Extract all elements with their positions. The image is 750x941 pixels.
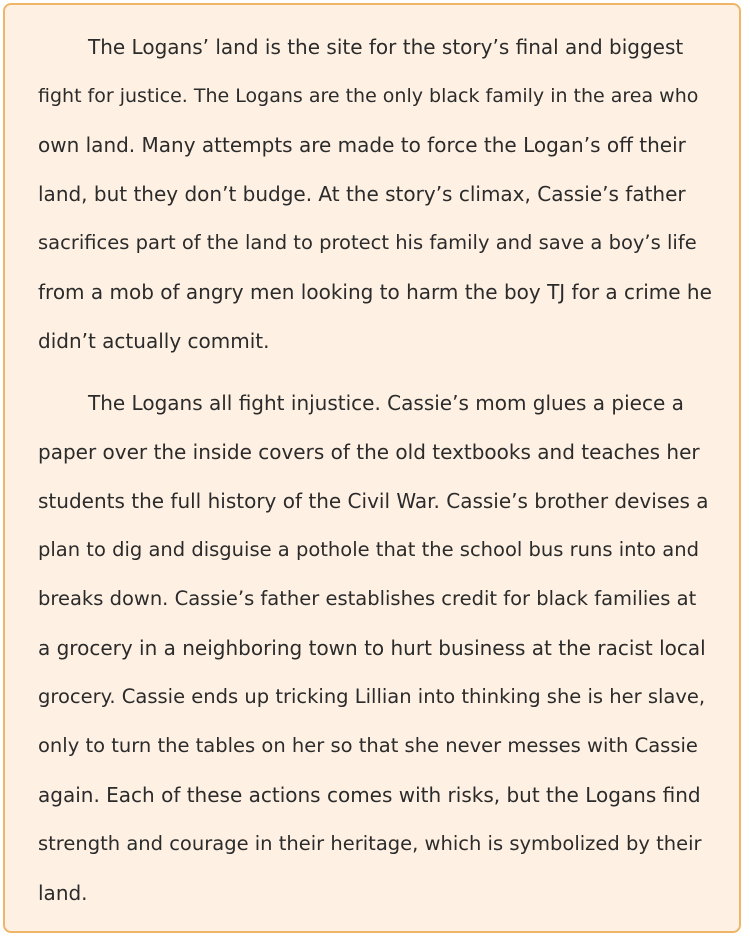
paragraph-2-line-3: students the full history of the Civil War. Cassie’s brother devises a <box>38 489 709 513</box>
paragraph-1-line-5: sacrifices part of the land to protect his family and save a boy’s life <box>38 231 697 254</box>
paragraph-2-line-1: The Logans all fight injustice. Cassie’s mom glues a piece a <box>88 391 684 415</box>
paragraph-1-line-3: own land. Many attempts are made to force the Logan’s off their <box>38 133 686 157</box>
paragraph-2-line-10: strength and courage in their heritage, which is symbolized by their <box>38 832 702 855</box>
paragraph-1-line-6: from a mob of angry men looking to harm the boy TJ for a crime he <box>38 280 712 304</box>
paragraph-2-line-9: again. Each of these actions comes with risks, but the Logans find <box>38 783 701 807</box>
paragraph-2-line-6: a grocery in a neighboring town to hurt business at the racist local <box>38 636 706 660</box>
paragraph-1-line-4: land, but they don’t budge. At the story’s climax, Cassie’s father <box>38 182 686 206</box>
paragraph-2-line-11: land. <box>38 881 88 905</box>
paragraph-1-line-1: The Logans’ land is the site for the story’s final and biggest <box>88 35 684 59</box>
paragraph-2-line-4: plan to dig and disguise a pothole that the school bus runs into and <box>38 538 699 561</box>
paragraph-2-line-2: paper over the inside covers of the old textbooks and teaches her <box>38 440 700 464</box>
paragraph-2-line-5: breaks down. Cassie’s father establishes credit for black families at <box>38 587 697 610</box>
paragraph-1-line-2: fight for justice. The Logans are the only black family in the area who <box>38 85 699 107</box>
paragraph-1-line-7: didn’t actually commit. <box>38 329 270 353</box>
paragraph-2-line-7: grocery. Cassie ends up tricking Lillian into thinking she is her slave, <box>38 685 706 708</box>
paragraph-2-line-8: only to turn the tables on her so that she never messes with Cassie <box>38 734 698 757</box>
